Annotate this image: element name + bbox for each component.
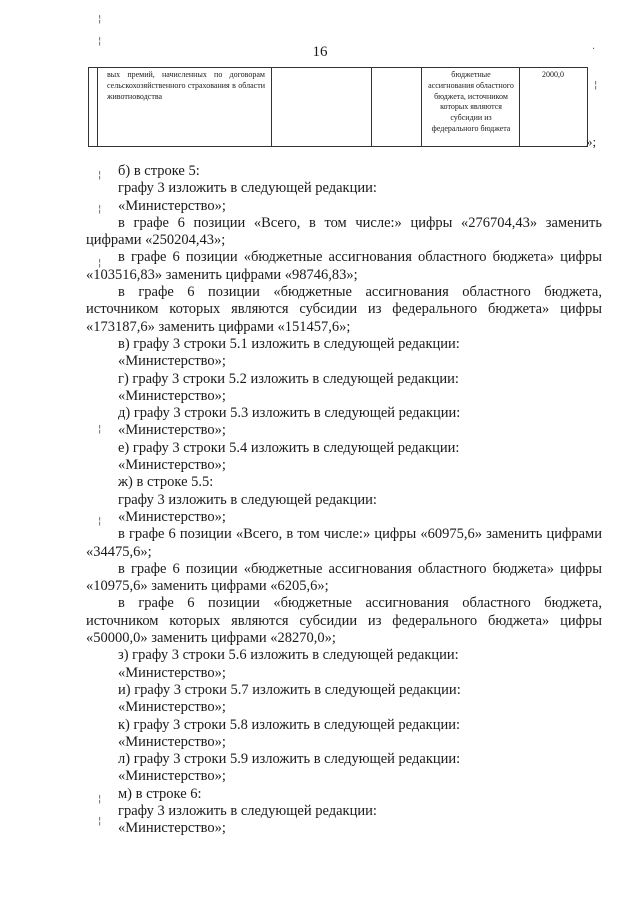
- table-cell-amount: 2000,0: [542, 70, 564, 79]
- text-line: графу 3 изложить в следующей редакции:: [118, 491, 377, 508]
- scan-artifact-mark: ¦: [98, 424, 102, 435]
- scan-artifact-mark: ·: [592, 44, 596, 55]
- text-paragraph: в графе 6 позиции «Всего, в том числе:» цифры «276704,43» заменить цифрами «250204,43»;: [86, 214, 602, 249]
- text-line: л) графу 3 строки 5.9 изложить в следующей редакции:: [118, 751, 461, 768]
- table-cell-source: бюджетные ассигнования областного бюджета, источником которых являются субсидии из федерального бюджета: [428, 70, 514, 133]
- scan-artifact-mark: ¦: [98, 170, 102, 181]
- text-line: «Министерство»;: [118, 699, 226, 716]
- table-cell-description: вых премий, начисленных по договорам сельскохозяйственного страхования в области животноводства: [107, 70, 265, 101]
- text-line: «Министерство»;: [118, 768, 226, 785]
- text-line: г) графу 3 строки 5.2 изложить в следующей редакции:: [118, 370, 459, 387]
- text-line: д) графу 3 строки 5.3 изложить в следующей редакции:: [118, 405, 461, 422]
- amendment-text: [86, 163, 602, 838]
- text-paragraph: в графе 6 позиции «бюджетные ассигнования областного бюджета, источником которых являются субсидии из федерального бюджета» цифры «173187,6» заменить цифрами «151457,6»;: [86, 284, 602, 335]
- text-paragraph: в графе 6 позиции «бюджетные ассигнования областного бюджета» цифры «103516,83» заменить цифрами «98746,83»;: [86, 249, 602, 283]
- text-line: з) графу 3 строки 5.6 изложить в следующей редакции:: [118, 647, 459, 664]
- text-line: е) графу 3 строки 5.4 изложить в следующей редакции:: [118, 439, 460, 456]
- text-line: б) в строке 5:: [118, 163, 200, 179]
- page-number: 16: [312, 44, 328, 60]
- text-line: ж) в строке 5.5:: [118, 474, 214, 491]
- table-divider: [97, 68, 98, 146]
- table-divider: [519, 68, 520, 146]
- text-line: «Министерство»;: [118, 820, 226, 837]
- text-paragraph: в графе 6 позиции «Всего, в том числе:» цифры «60975,6» заменить цифрами «34475,6»;: [86, 526, 602, 560]
- text-line: к) графу 3 строки 5.8 изложить в следующей редакции:: [118, 716, 461, 733]
- scan-artifact-mark: ¦: [98, 36, 102, 47]
- scan-artifact-mark: ¦: [594, 80, 598, 91]
- table-divider: [271, 68, 272, 146]
- text-line: м) в строке 6:: [118, 785, 202, 802]
- table-closing-quote: »;: [586, 134, 597, 149]
- text-paragraph: в графе 6 позиции «бюджетные ассигнования областного бюджета» цифры «10975,6» заменить цифрами «6205,6»;: [86, 560, 602, 595]
- text-line: «Министерство»;: [118, 733, 226, 750]
- text-line: и) графу 3 строки 5.7 изложить в следующей редакции:: [118, 681, 461, 698]
- table-divider: [421, 68, 422, 146]
- text-line: в) графу 3 строки 5.1 изложить в следующей редакции:: [118, 335, 460, 352]
- scan-artifact-mark: ¦: [98, 14, 102, 25]
- scan-artifact-mark: ¦: [98, 794, 102, 805]
- text-line: «Министерство»;: [118, 387, 226, 404]
- table-divider: [371, 68, 372, 146]
- text-line: «Министерство»;: [118, 353, 226, 370]
- text-line: «Министерство»;: [118, 422, 226, 439]
- scan-artifact-mark: ¦: [98, 204, 102, 215]
- text-line: «Министерство»;: [118, 457, 226, 474]
- text-line: «Министерство»;: [118, 664, 226, 681]
- text-line: «Министерство»;: [118, 197, 226, 214]
- scan-artifact-mark: ¦: [98, 258, 102, 269]
- text-line: графу 3 изложить в следующей редакции:: [118, 802, 377, 819]
- text-line: «Министерство»;: [118, 508, 226, 525]
- text-paragraph: в графе 6 позиции «бюджетные ассигнования областного бюджета, источником которых являются субсидии из федерального бюджета» цифры «50000,0» заменить цифрами «28270,0»;: [86, 595, 602, 647]
- scan-artifact-mark: ¦: [98, 816, 102, 827]
- table-fragment: [88, 67, 588, 147]
- scan-artifact-mark: ¦: [98, 516, 102, 527]
- text-line: графу 3 изложить в следующей редакции:: [118, 180, 377, 197]
